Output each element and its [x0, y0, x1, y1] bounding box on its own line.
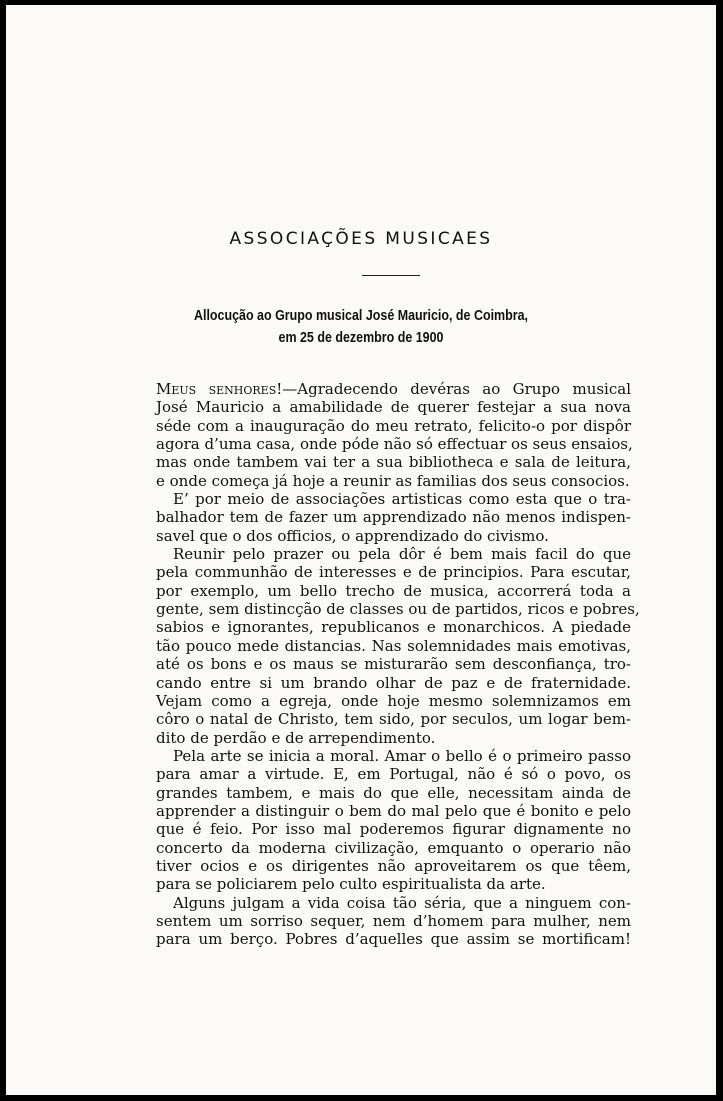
body-line: dito de perdão e de arrependimento. [156, 728, 436, 747]
body-line [156, 380, 631, 398]
body-line: tão pouco mede distancias. Nas solemnidades mais emotivas, [156, 636, 631, 655]
body-line: e onde começa já hoje a reunir as familias dos seus consocios. [156, 471, 630, 490]
page-title: ASSOCIAÇÕES MUSICAES [229, 229, 493, 249]
document-page [6, 5, 716, 1095]
body-line: côro o natal de Christo, tem sido, por seculos, um logar bem- [156, 710, 631, 729]
body-line: gente, sem distincção de classes ou de partidos, ricos e pobres, [156, 600, 640, 619]
body-text [156, 380, 640, 949]
subtitle [56, 305, 667, 349]
subtitle-line: Allocução ao Grupo musical José Mauricio, de Coimbra, [193, 308, 529, 324]
body-line: Pela arte se inicia a moral. Amar o bello é o primeiro passo [173, 746, 631, 765]
body-line: balhador tem de fazer um apprendizado não menos indispen- [156, 508, 631, 527]
body-line: por exemplo, um bello trecho de musica, accorrerá toda a [156, 581, 631, 600]
body-line: mas onde tambem vai ter a sua bibliotheca e sala de leitura, [156, 453, 631, 472]
body-line: José Mauricio a amabilidade de querer festejar a sua nova [156, 398, 631, 417]
body-line: agora d’uma casa, onde póde não só effectuar os seus ensaios, [156, 435, 633, 454]
body-line: E’ por meio de associações artisticas como esta que o tra- [173, 490, 631, 509]
body-line: para se policiarem pelo culto espiritualista da arte. [156, 875, 546, 894]
body-line: concerto da moderna civilização, emquanto o operario não [156, 838, 631, 857]
salutation: Meus senhores! [156, 380, 283, 398]
body-line: Vejam como a egreja, onde hoje mesmo solemnizamos em [156, 691, 631, 710]
body-line: pela communhão de interesses e de principios. Para escutar, [156, 563, 631, 582]
body-line-text: —Agradecendo devéras ao Grupo musical [282, 380, 631, 398]
body-line: para amar a virtude. E, em Portugal, não é só o povo, os [156, 765, 631, 784]
body-line: séde com a inauguração do meu retrato, felicito-o por dispôr [156, 416, 631, 435]
body-line: sentem um sorriso sequer, nem d’homem para mulher, nem [156, 911, 631, 930]
body-line: apprender a distinguir o bem do mal pelo que é bonito e pelo [156, 801, 631, 820]
body-line: Alguns julgam a vida coisa tão séria, que a ninguem con- [173, 893, 631, 912]
body-line: que é feio. Por isso mal poderemos figurar dignamente no [156, 820, 631, 839]
body-line: savel que o dos officios, o apprendizado do civismo. [156, 526, 549, 545]
body-line: cando entre si um brando olhar de paz e de fraternidade. [156, 673, 631, 692]
body-line: sabios e ignorantes, republicanos e monarchicos. A piedade [156, 618, 631, 637]
body-line: até os bons e os maus se misturarão sem desconfiança, tro- [156, 655, 631, 674]
body-line: para um berço. Pobres d’aquelles que assim se mortificam! [156, 930, 631, 949]
body-line: tiver ocios e os dirigentes não aproveitarem os que têem, [156, 856, 631, 875]
subtitle-line: em 25 de dezembro de 1900 [278, 330, 444, 346]
body-line: grandes tambem, e mais do que elle, necessitam ainda de [156, 783, 631, 802]
body-line: Reunir pelo prazer ou pela dôr é bem mais facil do que [173, 545, 631, 564]
title-divider [362, 275, 420, 276]
